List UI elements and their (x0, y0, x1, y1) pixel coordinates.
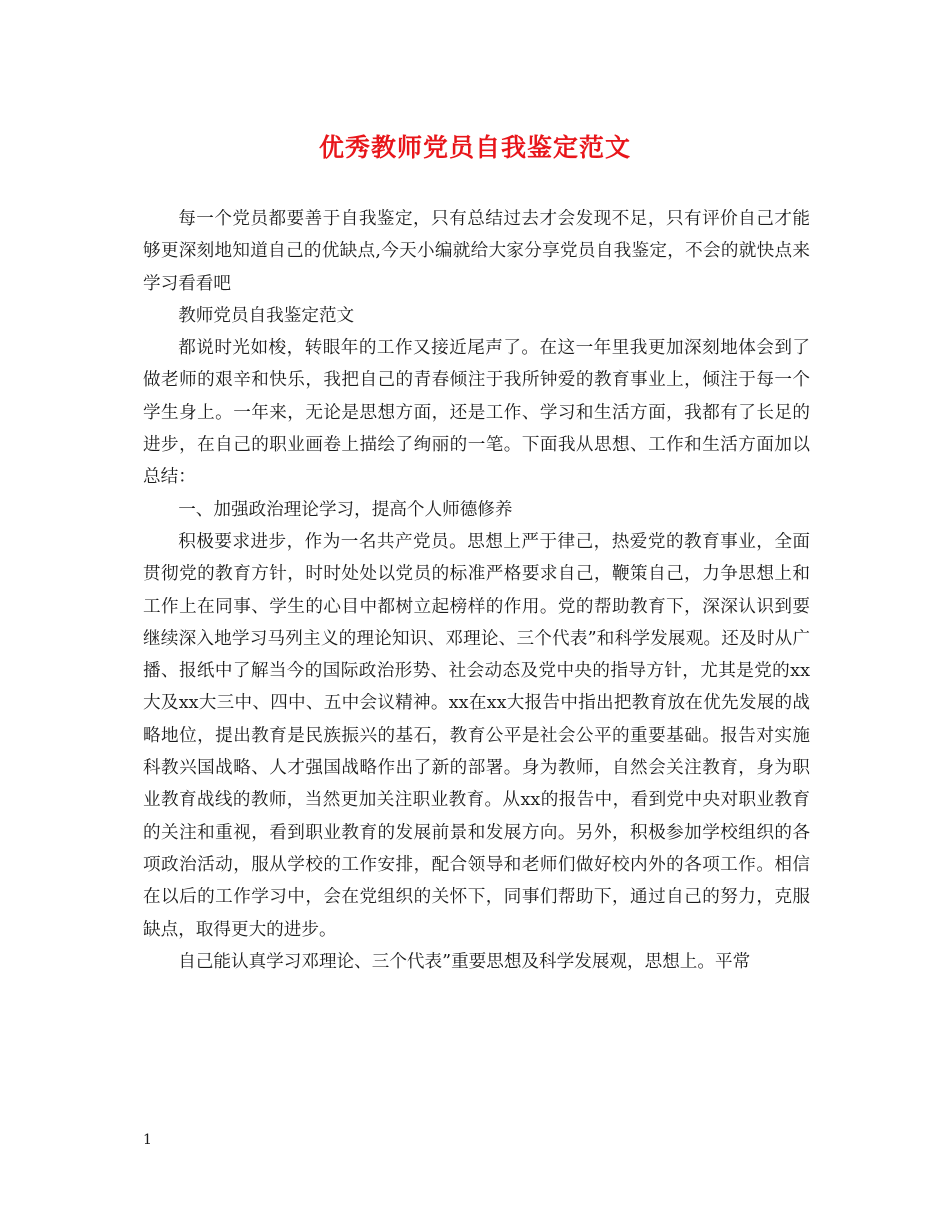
paragraph-subtitle: 教师党员自我鉴定范文 (178, 305, 355, 326)
paragraph-intro: 每一个党员都要善于自我鉴定，只有总结过去才会发现不足，只有评价自己才能够更深刻地知道自己的优缺点,今天小编就给大家分享党员自我鉴定，不会的就快点来学习看看吧 (143, 209, 810, 294)
paragraph-opening: 都说时光如梭，转眼年的工作又接近尾声了。在这一年里我更加深刻地体会到了做老师的艰辛和快乐，我把自己的青春倾注于我所钟爱的教育事业上，倾注于每一个学生身上。一年来，无论是思想方面，还是工作、学习和生活方面，我都有了长足的进步，在自己的职业画卷上描绘了绚丽的一笔。下面我从思想、工作和生活方面加以总结： (143, 338, 810, 488)
paragraph-section-1: 积极要求进步，作为一名共产党员。思想上严于律己，热爱党的教育事业，全面贯彻党的教育方针，时时处处以党员的标准严格要求自己，鞭策自己，力争思想上和工作上在同事、学生的心目中都树立起榜样的作用。党的帮助教育下，深深认识到要继续深入地学习马列主义的理论知识、邓理论、三个代表”和科学发展观。还及时从广播、报纸中了解当今的国际政治形势、社会动态及党中央的指导方针，尤其是党的xx大及xx大三中、四中、五中会议精神。xx在xx大报告中指出把教育放在优先发展的战略地位，提出教育是民族振兴的基石，教育公平是社会公平的重要基础。报告对实施科教兴国战略、人才强国战略作出了新的部署。身为教师，自然会关注教育，身为职业教育战线的教师，当然更加关注职业教育。从xx的报告中，看到党中央对职业教育的关注和重视，看到职业教育的发展前景和发展方向。另外，积极参加学校组织的各项政治活动，服从学校的工作安排，配合领导和老师们做好校内外的各项工作。相信在以后的工作学习中，会在党组织的关怀下，同事们帮助下，通过自己的努力，克服缺点，取得更大的进步。 (143, 531, 810, 940)
document-title: 优秀教师党员自我鉴定范文 (318, 133, 631, 162)
page-number: 1 (143, 1132, 152, 1148)
paragraph-continuation: 自己能认真学习邓理论、三个代表”重要思想及科学发展观，思想上。平常 (178, 951, 751, 972)
document-body (143, 203, 810, 978)
section-heading-1: 一、加强政治理论学习，提高个人师德修养 (178, 499, 513, 520)
